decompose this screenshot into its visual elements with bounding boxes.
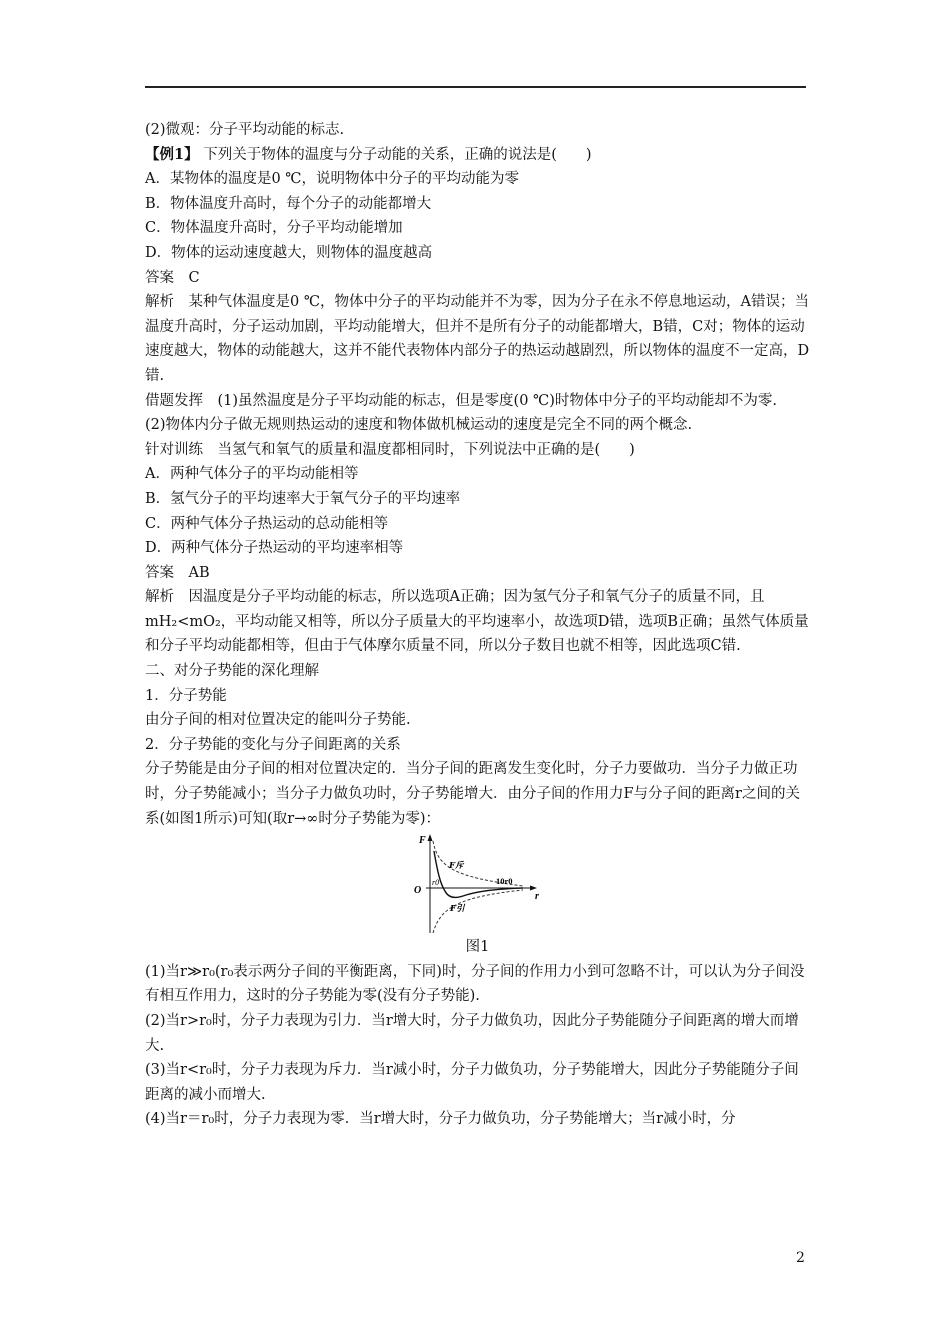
option-b: B．物体温度升高时，每个分子的动能都增大 [145, 195, 432, 212]
extension-note: 借题发挥 (1)虽然温度是分子平均动能的标志，但是零度(0 ℃)时物体中分子的平均动能却不为零. [145, 392, 778, 409]
force-distance-figure [145, 833, 810, 960]
attractive-label: F引 [449, 904, 465, 915]
answer: 答案 C [145, 269, 200, 286]
subheading-2: 2．分子势能的变化与分子间距离的关系 [145, 736, 401, 753]
header-rule [145, 86, 806, 88]
practice-option-b: B．氢气分子的平均速率大于氧气分子的平均速率 [145, 490, 461, 507]
practice-analysis: 解析 因温度是分子平均动能的标志，所以选项A正确；因为氢气分子和氧气分子的质量不同，且mH₂<mO₂，平均动能又相等，所以分子质量大的平均速率小，故选项D错，选项B正确；虽然气体质量和分子平均动能都相等，但由于气体摩尔质量不同，所以分子数目也就不相等，因此选项C错. [145, 589, 809, 655]
example-stem: 下列关于物体的温度与分子动能的关系，正确的说法是( ) [198, 146, 592, 163]
r0-label: r0 [431, 878, 439, 888]
option-a: A．某物体的温度是0 ℃，说明物体中分子的平均动能为零 [145, 171, 520, 188]
option-c: C．物体温度升高时，分子平均动能增加 [145, 220, 403, 237]
explanation: 分子势能是由分子间的相对位置决定的．当分子间的距离发生变化时，分子力要做功．当分子力做正功时，分子势能减小；当分子力做负功时，分子势能增大．由分子间的作用力F与分子间的距离r之间的关系(如图1所示)可知(取r→∞时分子势能为零)： [145, 761, 800, 827]
axis-label-r: r [534, 891, 539, 903]
analysis: 解析 某种气体温度是0 ℃，物体中分子的平均动能并不为零，因为分子在永不停息地运动，A错误；当温度升高时，分子运动加剧，平均动能增大，但并不是所有分子的动能都增大，B错，C对；物体的运动速度越大，物体的动能越大，这并不能代表物体内部分子的热运动越剧烈，所以物体的温度不一定高，D错. [145, 294, 810, 384]
origin-label: O [413, 885, 421, 897]
case-4: (4)当r＝r₀时，分子力表现为零．当r增大时，分子力做负功，分子势能增大；当r减小时，分 [145, 1111, 736, 1128]
case-3: (3)当r<r₀时，分子力表现为斥力．当r减小时，分子力做负功，分子势能增大，因此分子势能随分子间距离的减小而增大. [145, 1062, 799, 1103]
practice-option-c: C．两种气体分子热运动的总动能相等 [145, 515, 389, 532]
page-body [145, 118, 810, 1132]
case-2: (2)当r>r₀时，分子力表现为引力．当r增大时，分子力做负功，因此分子势能随分子间距离的增大而增大. [145, 1013, 799, 1054]
x-axis-arrow [530, 886, 537, 891]
force-curve-diagram [408, 833, 548, 935]
example-label: 【例1】 [145, 145, 199, 163]
option-d: D．物体的运动速度越大，则物体的温度越高 [145, 244, 433, 261]
practice-option-a: A．两种气体分子的平均动能相等 [145, 466, 359, 483]
text-line: (2)微观：分子平均动能的标志. [145, 122, 345, 138]
y-axis-arrow [427, 834, 432, 841]
ten-r0-label: 10r0 [495, 876, 513, 887]
figure-caption: 图1 [465, 939, 490, 956]
section-heading: 二、对分子势能的深化理解 [145, 663, 319, 680]
attractive-force-curve [433, 890, 523, 933]
case-1: (1)当r≫r₀(r₀表示两分子间的平衡距离，下同)时，分子间的作用力小到可忽略不计，可以认为分子间没有相互作用力，这时的分子势能为零(没有分子势能). [145, 963, 805, 1005]
repulsive-label: F斥 [448, 861, 464, 872]
axis-label-f: F [418, 835, 426, 847]
net-force-curve [431, 851, 523, 897]
practice-answer: 答案 AB [145, 564, 210, 581]
page-number: 2 [796, 1250, 805, 1266]
practice-option-d: D．两种气体分子热运动的平均速率相等 [145, 540, 404, 557]
example-question [145, 143, 810, 168]
subheading-1: 1．分子势能 [145, 687, 227, 704]
extension-note-2: (2)物体内分子做无规则热运动的速度和物体做机械运动的速度是完全不同的两个概念. [145, 417, 693, 434]
definition: 由分子间的相对位置决定的能叫分子势能. [145, 712, 411, 729]
practice-question: 针对训练 当氢气和氧气的质量和温度都相同时，下列说法中正确的是( ) [145, 441, 635, 458]
